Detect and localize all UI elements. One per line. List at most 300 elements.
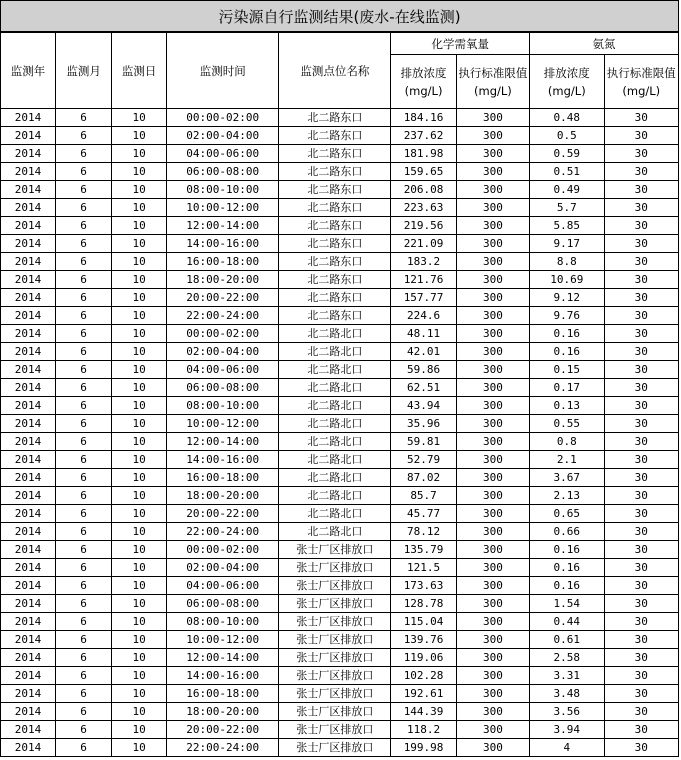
cod-conc-cell: 192.61 bbox=[391, 685, 456, 703]
day-cell: 10 bbox=[112, 163, 167, 181]
year-cell: 2014 bbox=[1, 577, 56, 595]
table-row bbox=[1, 307, 679, 325]
site-cell: 北二路北口 bbox=[279, 505, 391, 523]
day-cell: 10 bbox=[112, 325, 167, 343]
cod-conc-cell: 78.12 bbox=[391, 523, 456, 541]
cod-limit-cell: 300 bbox=[456, 559, 529, 577]
cod-limit-cell: 300 bbox=[456, 325, 529, 343]
month-cell: 6 bbox=[56, 685, 112, 703]
cod-conc-cell: 52.79 bbox=[391, 451, 456, 469]
col-header-cod-limit: 执行标准限值(mg/L) bbox=[456, 55, 529, 109]
col-header-day: 监测日 bbox=[112, 33, 167, 109]
nh3-conc-cell: 0.59 bbox=[530, 145, 604, 163]
month-cell: 6 bbox=[56, 523, 112, 541]
col-header-time: 监测时间 bbox=[167, 33, 279, 109]
cod-conc-cell: 115.04 bbox=[391, 613, 456, 631]
time-cell: 10:00-12:00 bbox=[167, 415, 279, 433]
month-cell: 6 bbox=[56, 109, 112, 127]
table-row bbox=[1, 685, 679, 703]
month-cell: 6 bbox=[56, 253, 112, 271]
group-header-nh3: 氨氮 bbox=[530, 33, 679, 55]
cod-limit-cell: 300 bbox=[456, 199, 529, 217]
time-cell: 10:00-12:00 bbox=[167, 199, 279, 217]
cod-limit-cell: 300 bbox=[456, 469, 529, 487]
time-cell: 18:00-20:00 bbox=[167, 271, 279, 289]
nh3-limit-cell: 30 bbox=[604, 163, 678, 181]
cod-limit-cell: 300 bbox=[456, 307, 529, 325]
time-cell: 22:00-24:00 bbox=[167, 523, 279, 541]
nh3-limit-cell: 30 bbox=[604, 253, 678, 271]
cod-limit-cell: 300 bbox=[456, 685, 529, 703]
site-cell: 张士厂区排放口 bbox=[279, 559, 391, 577]
table-row bbox=[1, 577, 679, 595]
time-cell: 08:00-10:00 bbox=[167, 613, 279, 631]
site-cell: 北二路东口 bbox=[279, 163, 391, 181]
nh3-conc-cell: 5.7 bbox=[530, 199, 604, 217]
cod-limit-cell: 300 bbox=[456, 271, 529, 289]
month-cell: 6 bbox=[56, 433, 112, 451]
day-cell: 10 bbox=[112, 685, 167, 703]
group-header-cod: 化学需氧量 bbox=[391, 33, 530, 55]
year-cell: 2014 bbox=[1, 523, 56, 541]
time-cell: 06:00-08:00 bbox=[167, 163, 279, 181]
nh3-limit-cell: 30 bbox=[604, 271, 678, 289]
site-cell: 张士厂区排放口 bbox=[279, 721, 391, 739]
cod-limit-cell: 300 bbox=[456, 577, 529, 595]
cod-conc-cell: 135.79 bbox=[391, 541, 456, 559]
nh3-conc-cell: 5.85 bbox=[530, 217, 604, 235]
day-cell: 10 bbox=[112, 487, 167, 505]
year-cell: 2014 bbox=[1, 307, 56, 325]
nh3-conc-cell: 0.16 bbox=[530, 541, 604, 559]
day-cell: 10 bbox=[112, 577, 167, 595]
cod-conc-cell: 237.62 bbox=[391, 127, 456, 145]
table-row bbox=[1, 343, 679, 361]
day-cell: 10 bbox=[112, 145, 167, 163]
day-cell: 10 bbox=[112, 703, 167, 721]
time-cell: 18:00-20:00 bbox=[167, 487, 279, 505]
col-header-cod-conc: 排放浓度(mg/L) bbox=[391, 55, 456, 109]
nh3-conc-cell: 0.16 bbox=[530, 343, 604, 361]
nh3-limit-cell: 30 bbox=[604, 451, 678, 469]
year-cell: 2014 bbox=[1, 145, 56, 163]
year-cell: 2014 bbox=[1, 433, 56, 451]
year-cell: 2014 bbox=[1, 487, 56, 505]
year-cell: 2014 bbox=[1, 721, 56, 739]
site-cell: 北二路东口 bbox=[279, 253, 391, 271]
nh3-limit-cell: 30 bbox=[604, 613, 678, 631]
day-cell: 10 bbox=[112, 181, 167, 199]
cod-limit-cell: 300 bbox=[456, 721, 529, 739]
day-cell: 10 bbox=[112, 343, 167, 361]
year-cell: 2014 bbox=[1, 325, 56, 343]
cod-conc-cell: 199.98 bbox=[391, 739, 456, 757]
cod-limit-cell: 300 bbox=[456, 613, 529, 631]
month-cell: 6 bbox=[56, 271, 112, 289]
table-row bbox=[1, 253, 679, 271]
year-cell: 2014 bbox=[1, 559, 56, 577]
cod-conc-cell: 181.98 bbox=[391, 145, 456, 163]
site-cell: 北二路北口 bbox=[279, 487, 391, 505]
table-row bbox=[1, 523, 679, 541]
nh3-limit-cell: 30 bbox=[604, 505, 678, 523]
site-cell: 张士厂区排放口 bbox=[279, 649, 391, 667]
day-cell: 10 bbox=[112, 271, 167, 289]
cod-conc-cell: 223.63 bbox=[391, 199, 456, 217]
year-cell: 2014 bbox=[1, 541, 56, 559]
cod-limit-cell: 300 bbox=[456, 541, 529, 559]
site-cell: 张士厂区排放口 bbox=[279, 613, 391, 631]
cod-conc-cell: 119.06 bbox=[391, 649, 456, 667]
month-cell: 6 bbox=[56, 199, 112, 217]
cod-limit-cell: 300 bbox=[456, 397, 529, 415]
nh3-conc-cell: 9.12 bbox=[530, 289, 604, 307]
table-row bbox=[1, 631, 679, 649]
site-cell: 北二路北口 bbox=[279, 433, 391, 451]
day-cell: 10 bbox=[112, 397, 167, 415]
site-cell: 北二路东口 bbox=[279, 289, 391, 307]
site-cell: 北二路北口 bbox=[279, 469, 391, 487]
month-cell: 6 bbox=[56, 127, 112, 145]
cod-conc-cell: 85.7 bbox=[391, 487, 456, 505]
month-cell: 6 bbox=[56, 343, 112, 361]
year-cell: 2014 bbox=[1, 703, 56, 721]
cod-conc-cell: 159.65 bbox=[391, 163, 456, 181]
nh3-limit-cell: 30 bbox=[604, 739, 678, 757]
month-cell: 6 bbox=[56, 289, 112, 307]
cod-conc-cell: 219.56 bbox=[391, 217, 456, 235]
time-cell: 14:00-16:00 bbox=[167, 235, 279, 253]
year-cell: 2014 bbox=[1, 271, 56, 289]
nh3-conc-cell: 2.58 bbox=[530, 649, 604, 667]
site-cell: 北二路北口 bbox=[279, 451, 391, 469]
day-cell: 10 bbox=[112, 595, 167, 613]
month-cell: 6 bbox=[56, 613, 112, 631]
time-cell: 04:00-06:00 bbox=[167, 145, 279, 163]
cod-conc-cell: 62.51 bbox=[391, 379, 456, 397]
cod-conc-cell: 121.5 bbox=[391, 559, 456, 577]
time-cell: 12:00-14:00 bbox=[167, 433, 279, 451]
day-cell: 10 bbox=[112, 667, 167, 685]
year-cell: 2014 bbox=[1, 217, 56, 235]
site-cell: 北二路东口 bbox=[279, 145, 391, 163]
site-cell: 北二路东口 bbox=[279, 235, 391, 253]
nh3-limit-cell: 30 bbox=[604, 415, 678, 433]
time-cell: 04:00-06:00 bbox=[167, 577, 279, 595]
cod-limit-cell: 300 bbox=[456, 145, 529, 163]
col-header-month: 监测月 bbox=[56, 33, 112, 109]
month-cell: 6 bbox=[56, 415, 112, 433]
site-cell: 张士厂区排放口 bbox=[279, 685, 391, 703]
nh3-conc-cell: 4 bbox=[530, 739, 604, 757]
nh3-conc-cell: 0.65 bbox=[530, 505, 604, 523]
day-cell: 10 bbox=[112, 109, 167, 127]
month-cell: 6 bbox=[56, 217, 112, 235]
nh3-conc-cell: 3.67 bbox=[530, 469, 604, 487]
cod-limit-cell: 300 bbox=[456, 703, 529, 721]
cod-limit-cell: 300 bbox=[456, 181, 529, 199]
day-cell: 10 bbox=[112, 217, 167, 235]
time-cell: 12:00-14:00 bbox=[167, 217, 279, 235]
month-cell: 6 bbox=[56, 361, 112, 379]
cod-conc-cell: 221.09 bbox=[391, 235, 456, 253]
table-row bbox=[1, 325, 679, 343]
cod-conc-cell: 87.02 bbox=[391, 469, 456, 487]
time-cell: 00:00-02:00 bbox=[167, 109, 279, 127]
col-header-nh3-limit: 执行标准限值(mg/L) bbox=[604, 55, 678, 109]
nh3-limit-cell: 30 bbox=[604, 523, 678, 541]
table-row bbox=[1, 433, 679, 451]
time-cell: 14:00-16:00 bbox=[167, 451, 279, 469]
nh3-limit-cell: 30 bbox=[604, 307, 678, 325]
day-cell: 10 bbox=[112, 253, 167, 271]
cod-conc-cell: 45.77 bbox=[391, 505, 456, 523]
year-cell: 2014 bbox=[1, 289, 56, 307]
cod-limit-cell: 300 bbox=[456, 739, 529, 757]
time-cell: 14:00-16:00 bbox=[167, 667, 279, 685]
month-cell: 6 bbox=[56, 505, 112, 523]
table-row bbox=[1, 181, 679, 199]
nh3-limit-cell: 30 bbox=[604, 631, 678, 649]
nh3-conc-cell: 1.54 bbox=[530, 595, 604, 613]
cod-conc-cell: 121.76 bbox=[391, 271, 456, 289]
cod-limit-cell: 300 bbox=[456, 631, 529, 649]
cod-conc-cell: 183.2 bbox=[391, 253, 456, 271]
month-cell: 6 bbox=[56, 721, 112, 739]
cod-limit-cell: 300 bbox=[456, 127, 529, 145]
month-cell: 6 bbox=[56, 667, 112, 685]
cod-conc-cell: 173.63 bbox=[391, 577, 456, 595]
month-cell: 6 bbox=[56, 163, 112, 181]
year-cell: 2014 bbox=[1, 343, 56, 361]
nh3-conc-cell: 0.5 bbox=[530, 127, 604, 145]
nh3-limit-cell: 30 bbox=[604, 361, 678, 379]
year-cell: 2014 bbox=[1, 361, 56, 379]
day-cell: 10 bbox=[112, 649, 167, 667]
month-cell: 6 bbox=[56, 181, 112, 199]
day-cell: 10 bbox=[112, 199, 167, 217]
month-cell: 6 bbox=[56, 703, 112, 721]
table-row bbox=[1, 199, 679, 217]
month-cell: 6 bbox=[56, 469, 112, 487]
table-row bbox=[1, 163, 679, 181]
site-cell: 北二路北口 bbox=[279, 379, 391, 397]
year-cell: 2014 bbox=[1, 127, 56, 145]
cod-conc-cell: 144.39 bbox=[391, 703, 456, 721]
site-cell: 北二路北口 bbox=[279, 343, 391, 361]
nh3-conc-cell: 2.1 bbox=[530, 451, 604, 469]
site-cell: 北二路东口 bbox=[279, 127, 391, 145]
site-cell: 北二路东口 bbox=[279, 199, 391, 217]
site-cell: 北二路北口 bbox=[279, 361, 391, 379]
nh3-conc-cell: 9.17 bbox=[530, 235, 604, 253]
table-row bbox=[1, 361, 679, 379]
nh3-limit-cell: 30 bbox=[604, 379, 678, 397]
year-cell: 2014 bbox=[1, 415, 56, 433]
table-row bbox=[1, 559, 679, 577]
month-cell: 6 bbox=[56, 379, 112, 397]
time-cell: 20:00-22:00 bbox=[167, 289, 279, 307]
site-cell: 张士厂区排放口 bbox=[279, 667, 391, 685]
table-row bbox=[1, 469, 679, 487]
year-cell: 2014 bbox=[1, 109, 56, 127]
time-cell: 06:00-08:00 bbox=[167, 595, 279, 613]
nh3-limit-cell: 30 bbox=[604, 127, 678, 145]
month-cell: 6 bbox=[56, 451, 112, 469]
day-cell: 10 bbox=[112, 505, 167, 523]
year-cell: 2014 bbox=[1, 649, 56, 667]
cod-limit-cell: 300 bbox=[456, 109, 529, 127]
nh3-conc-cell: 3.31 bbox=[530, 667, 604, 685]
year-cell: 2014 bbox=[1, 163, 56, 181]
month-cell: 6 bbox=[56, 559, 112, 577]
time-cell: 22:00-24:00 bbox=[167, 739, 279, 757]
site-cell: 张士厂区排放口 bbox=[279, 703, 391, 721]
nh3-limit-cell: 30 bbox=[604, 325, 678, 343]
day-cell: 10 bbox=[112, 307, 167, 325]
month-cell: 6 bbox=[56, 649, 112, 667]
month-cell: 6 bbox=[56, 307, 112, 325]
nh3-limit-cell: 30 bbox=[604, 649, 678, 667]
day-cell: 10 bbox=[112, 361, 167, 379]
nh3-limit-cell: 30 bbox=[604, 199, 678, 217]
nh3-conc-cell: 0.51 bbox=[530, 163, 604, 181]
year-cell: 2014 bbox=[1, 667, 56, 685]
day-cell: 10 bbox=[112, 631, 167, 649]
nh3-limit-cell: 30 bbox=[604, 145, 678, 163]
month-cell: 6 bbox=[56, 577, 112, 595]
site-cell: 北二路东口 bbox=[279, 307, 391, 325]
nh3-conc-cell: 0.66 bbox=[530, 523, 604, 541]
table-row bbox=[1, 541, 679, 559]
nh3-conc-cell: 0.49 bbox=[530, 181, 604, 199]
nh3-conc-cell: 10.69 bbox=[530, 271, 604, 289]
nh3-limit-cell: 30 bbox=[604, 721, 678, 739]
nh3-conc-cell: 3.56 bbox=[530, 703, 604, 721]
table-row bbox=[1, 217, 679, 235]
nh3-limit-cell: 30 bbox=[604, 181, 678, 199]
cod-conc-cell: 157.77 bbox=[391, 289, 456, 307]
table-row bbox=[1, 109, 679, 127]
time-cell: 08:00-10:00 bbox=[167, 397, 279, 415]
time-cell: 04:00-06:00 bbox=[167, 361, 279, 379]
day-cell: 10 bbox=[112, 541, 167, 559]
table-row bbox=[1, 649, 679, 667]
table-row bbox=[1, 595, 679, 613]
site-cell: 张士厂区排放口 bbox=[279, 739, 391, 757]
report-title: 污染源自行监测结果(废水-在线监测) bbox=[0, 0, 679, 32]
nh3-limit-cell: 30 bbox=[604, 289, 678, 307]
col-header-year: 监测年 bbox=[1, 33, 56, 109]
year-cell: 2014 bbox=[1, 397, 56, 415]
table-row bbox=[1, 271, 679, 289]
year-cell: 2014 bbox=[1, 469, 56, 487]
nh3-limit-cell: 30 bbox=[604, 433, 678, 451]
nh3-conc-cell: 0.44 bbox=[530, 613, 604, 631]
nh3-conc-cell: 0.61 bbox=[530, 631, 604, 649]
col-header-nh3-conc: 排放浓度(mg/L) bbox=[530, 55, 604, 109]
month-cell: 6 bbox=[56, 145, 112, 163]
nh3-limit-cell: 30 bbox=[604, 685, 678, 703]
year-cell: 2014 bbox=[1, 253, 56, 271]
nh3-limit-cell: 30 bbox=[604, 469, 678, 487]
nh3-limit-cell: 30 bbox=[604, 487, 678, 505]
site-cell: 北二路北口 bbox=[279, 397, 391, 415]
monitoring-table bbox=[0, 32, 679, 757]
cod-conc-cell: 42.01 bbox=[391, 343, 456, 361]
cod-limit-cell: 300 bbox=[456, 649, 529, 667]
nh3-limit-cell: 30 bbox=[604, 343, 678, 361]
cod-limit-cell: 300 bbox=[456, 343, 529, 361]
nh3-conc-cell: 0.15 bbox=[530, 361, 604, 379]
nh3-limit-cell: 30 bbox=[604, 703, 678, 721]
table-row bbox=[1, 667, 679, 685]
site-cell: 北二路东口 bbox=[279, 217, 391, 235]
table-row bbox=[1, 235, 679, 253]
cod-conc-cell: 35.96 bbox=[391, 415, 456, 433]
nh3-limit-cell: 30 bbox=[604, 109, 678, 127]
cod-limit-cell: 300 bbox=[456, 163, 529, 181]
cod-limit-cell: 300 bbox=[456, 595, 529, 613]
day-cell: 10 bbox=[112, 613, 167, 631]
cod-conc-cell: 118.2 bbox=[391, 721, 456, 739]
cod-limit-cell: 300 bbox=[456, 487, 529, 505]
time-cell: 02:00-04:00 bbox=[167, 343, 279, 361]
nh3-conc-cell: 2.13 bbox=[530, 487, 604, 505]
year-cell: 2014 bbox=[1, 505, 56, 523]
cod-limit-cell: 300 bbox=[456, 217, 529, 235]
time-cell: 02:00-04:00 bbox=[167, 127, 279, 145]
day-cell: 10 bbox=[112, 739, 167, 757]
cod-limit-cell: 300 bbox=[456, 523, 529, 541]
table-row bbox=[1, 451, 679, 469]
month-cell: 6 bbox=[56, 487, 112, 505]
month-cell: 6 bbox=[56, 235, 112, 253]
cod-conc-cell: 224.6 bbox=[391, 307, 456, 325]
month-cell: 6 bbox=[56, 397, 112, 415]
year-cell: 2014 bbox=[1, 199, 56, 217]
site-cell: 北二路东口 bbox=[279, 271, 391, 289]
time-cell: 00:00-02:00 bbox=[167, 541, 279, 559]
cod-limit-cell: 300 bbox=[456, 379, 529, 397]
time-cell: 12:00-14:00 bbox=[167, 649, 279, 667]
nh3-limit-cell: 30 bbox=[604, 559, 678, 577]
nh3-conc-cell: 8.8 bbox=[530, 253, 604, 271]
table-body bbox=[1, 109, 679, 757]
cod-conc-cell: 43.94 bbox=[391, 397, 456, 415]
year-cell: 2014 bbox=[1, 379, 56, 397]
col-header-site: 监测点位名称 bbox=[279, 33, 391, 109]
nh3-conc-cell: 0.8 bbox=[530, 433, 604, 451]
day-cell: 10 bbox=[112, 451, 167, 469]
time-cell: 20:00-22:00 bbox=[167, 505, 279, 523]
header-row-1 bbox=[1, 33, 679, 55]
site-cell: 北二路东口 bbox=[279, 109, 391, 127]
cod-limit-cell: 300 bbox=[456, 361, 529, 379]
cod-conc-cell: 59.86 bbox=[391, 361, 456, 379]
cod-limit-cell: 300 bbox=[456, 451, 529, 469]
year-cell: 2014 bbox=[1, 451, 56, 469]
table-row bbox=[1, 613, 679, 631]
cod-limit-cell: 300 bbox=[456, 235, 529, 253]
day-cell: 10 bbox=[112, 289, 167, 307]
nh3-limit-cell: 30 bbox=[604, 667, 678, 685]
month-cell: 6 bbox=[56, 541, 112, 559]
year-cell: 2014 bbox=[1, 739, 56, 757]
day-cell: 10 bbox=[112, 127, 167, 145]
nh3-conc-cell: 9.76 bbox=[530, 307, 604, 325]
site-cell: 北二路北口 bbox=[279, 325, 391, 343]
